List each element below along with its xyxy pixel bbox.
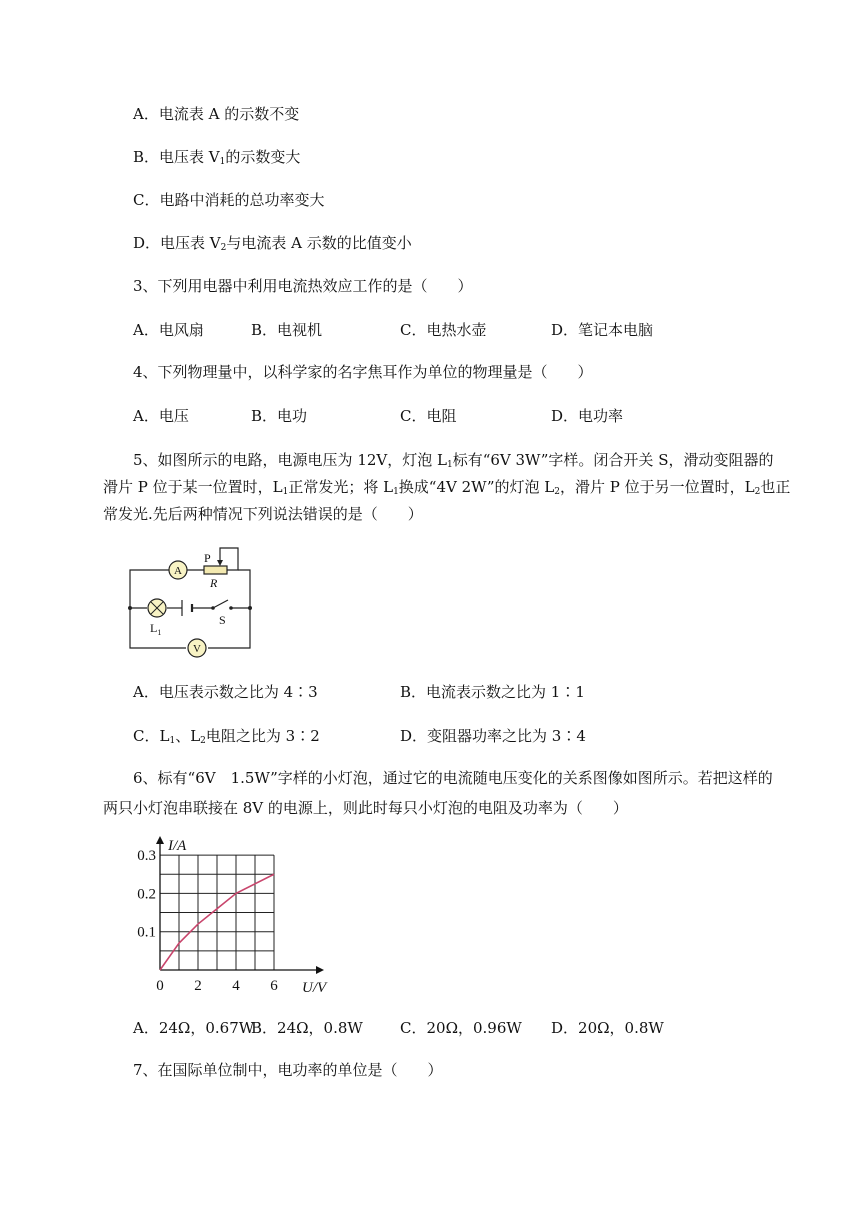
lamp-icon <box>148 599 166 617</box>
q3-stem: 3、下列用电器中利用电流热效应工作的是（ ） <box>133 277 473 295</box>
chart-grid <box>160 855 274 970</box>
x-tick-label: 0 <box>156 978 164 994</box>
y-axis-label: I/A <box>168 838 187 854</box>
circuit-diagram <box>120 540 270 660</box>
y-tick-label: 0.3 <box>137 848 156 865</box>
q4-option-a: A．电压 <box>133 407 189 425</box>
voltmeter-icon <box>188 639 206 657</box>
rheostat-icon <box>204 566 227 574</box>
current-voltage-chart <box>120 832 340 1002</box>
chart-tick-labels <box>137 848 278 994</box>
q7-stem: 7、在国际单位制中，电功率的单位是（ ） <box>133 1061 443 1079</box>
q5-stem-line1: 5、如图所示的电路，电源电压为 12V，灯泡 $L_1$标有“6V 3W”字样。闭合开关 S，滑动变阻器的 <box>133 451 774 470</box>
q6-stem-line2: 两只小灯泡串联接在 8V 的电源上，则此时每只小灯泡的电阻及功率为（ ） <box>103 799 628 817</box>
q3-option-a: A．电风扇 <box>133 321 204 339</box>
q4-stem: 4、下列物理量中，以科学家的名字焦耳作为单位的物理量是（ ） <box>133 363 593 381</box>
q6-stem-line1: 6、标有“6V 1.5W”字样的小灯泡，通过它的电流随电压变化的关系图像如图所示。若把这样的 <box>133 769 773 787</box>
q2-option-b: B．电压表 $V_1$的示数变大 <box>133 148 301 167</box>
slider-arrow-icon <box>217 560 223 566</box>
q5-option-b: B．电流表示数之比为 1∶1 <box>400 683 585 701</box>
y-tick-label: 0.2 <box>137 886 156 903</box>
x-tick-label: 4 <box>232 978 240 994</box>
y-axis-arrow <box>156 836 164 844</box>
q4-option-d: D．电功率 <box>551 407 624 425</box>
q5-option-d: D．变阻器功率之比为 3∶4 <box>400 727 586 745</box>
x-tick-label: 2 <box>194 978 202 994</box>
q5-option-a: A．电压表示数之比为 4∶3 <box>133 683 318 701</box>
q5-option-c: C．$L_1$、$L_2$电阻之比为 3∶2 <box>133 727 320 746</box>
q3-option-b: B．电视机 <box>251 321 323 339</box>
q4-option-b: B．电功 <box>251 407 308 425</box>
q6-option-c: C．20Ω，0.96W <box>400 1019 522 1037</box>
q3-option-c: C．电热水壶 <box>400 321 487 339</box>
x-axis-label: U/V <box>302 980 327 996</box>
voltmeter-label: V <box>193 643 201 655</box>
q5-stem-line3: 常发光.先后两种情况下列说法错误的是（ ） <box>103 505 423 523</box>
q5-stem-line2: 滑片 P 位于某一位置时，$L_1$正常发光；将 $L_1$换成“4V 2W”的灯泡 $L_2$，滑片 P 位于另一位置时，$L_2$也正 <box>103 478 791 497</box>
x-axis-arrow <box>316 966 324 974</box>
q6-option-d: D．20Ω，0.8W <box>551 1019 664 1037</box>
q2-option-d: D．电压表 $V_2$与电流表 A 示数的比值变小 <box>133 234 412 253</box>
q6-option-a: A．24Ω，0.67W <box>133 1019 255 1037</box>
ammeter-icon <box>169 561 187 579</box>
battery-icon <box>182 600 192 616</box>
lamp-label: $L_1$ <box>150 621 162 637</box>
y-tick-label: 0.1 <box>137 924 156 941</box>
q2-option-a: A．电流表 A 的示数不变 <box>133 105 300 123</box>
x-tick-label: 6 <box>270 978 278 994</box>
rheostat-label: R <box>210 576 218 590</box>
slider-label: P <box>204 551 211 565</box>
q3-option-d: D．笔记本电脑 <box>551 321 654 339</box>
q4-option-c: C．电阻 <box>400 407 457 425</box>
switch-label: S <box>219 613 226 627</box>
q2-option-c: C．电路中消耗的总功率变大 <box>133 191 325 209</box>
ammeter-label: A <box>174 565 182 577</box>
q6-option-b: B．24Ω，0.8W <box>251 1019 363 1037</box>
